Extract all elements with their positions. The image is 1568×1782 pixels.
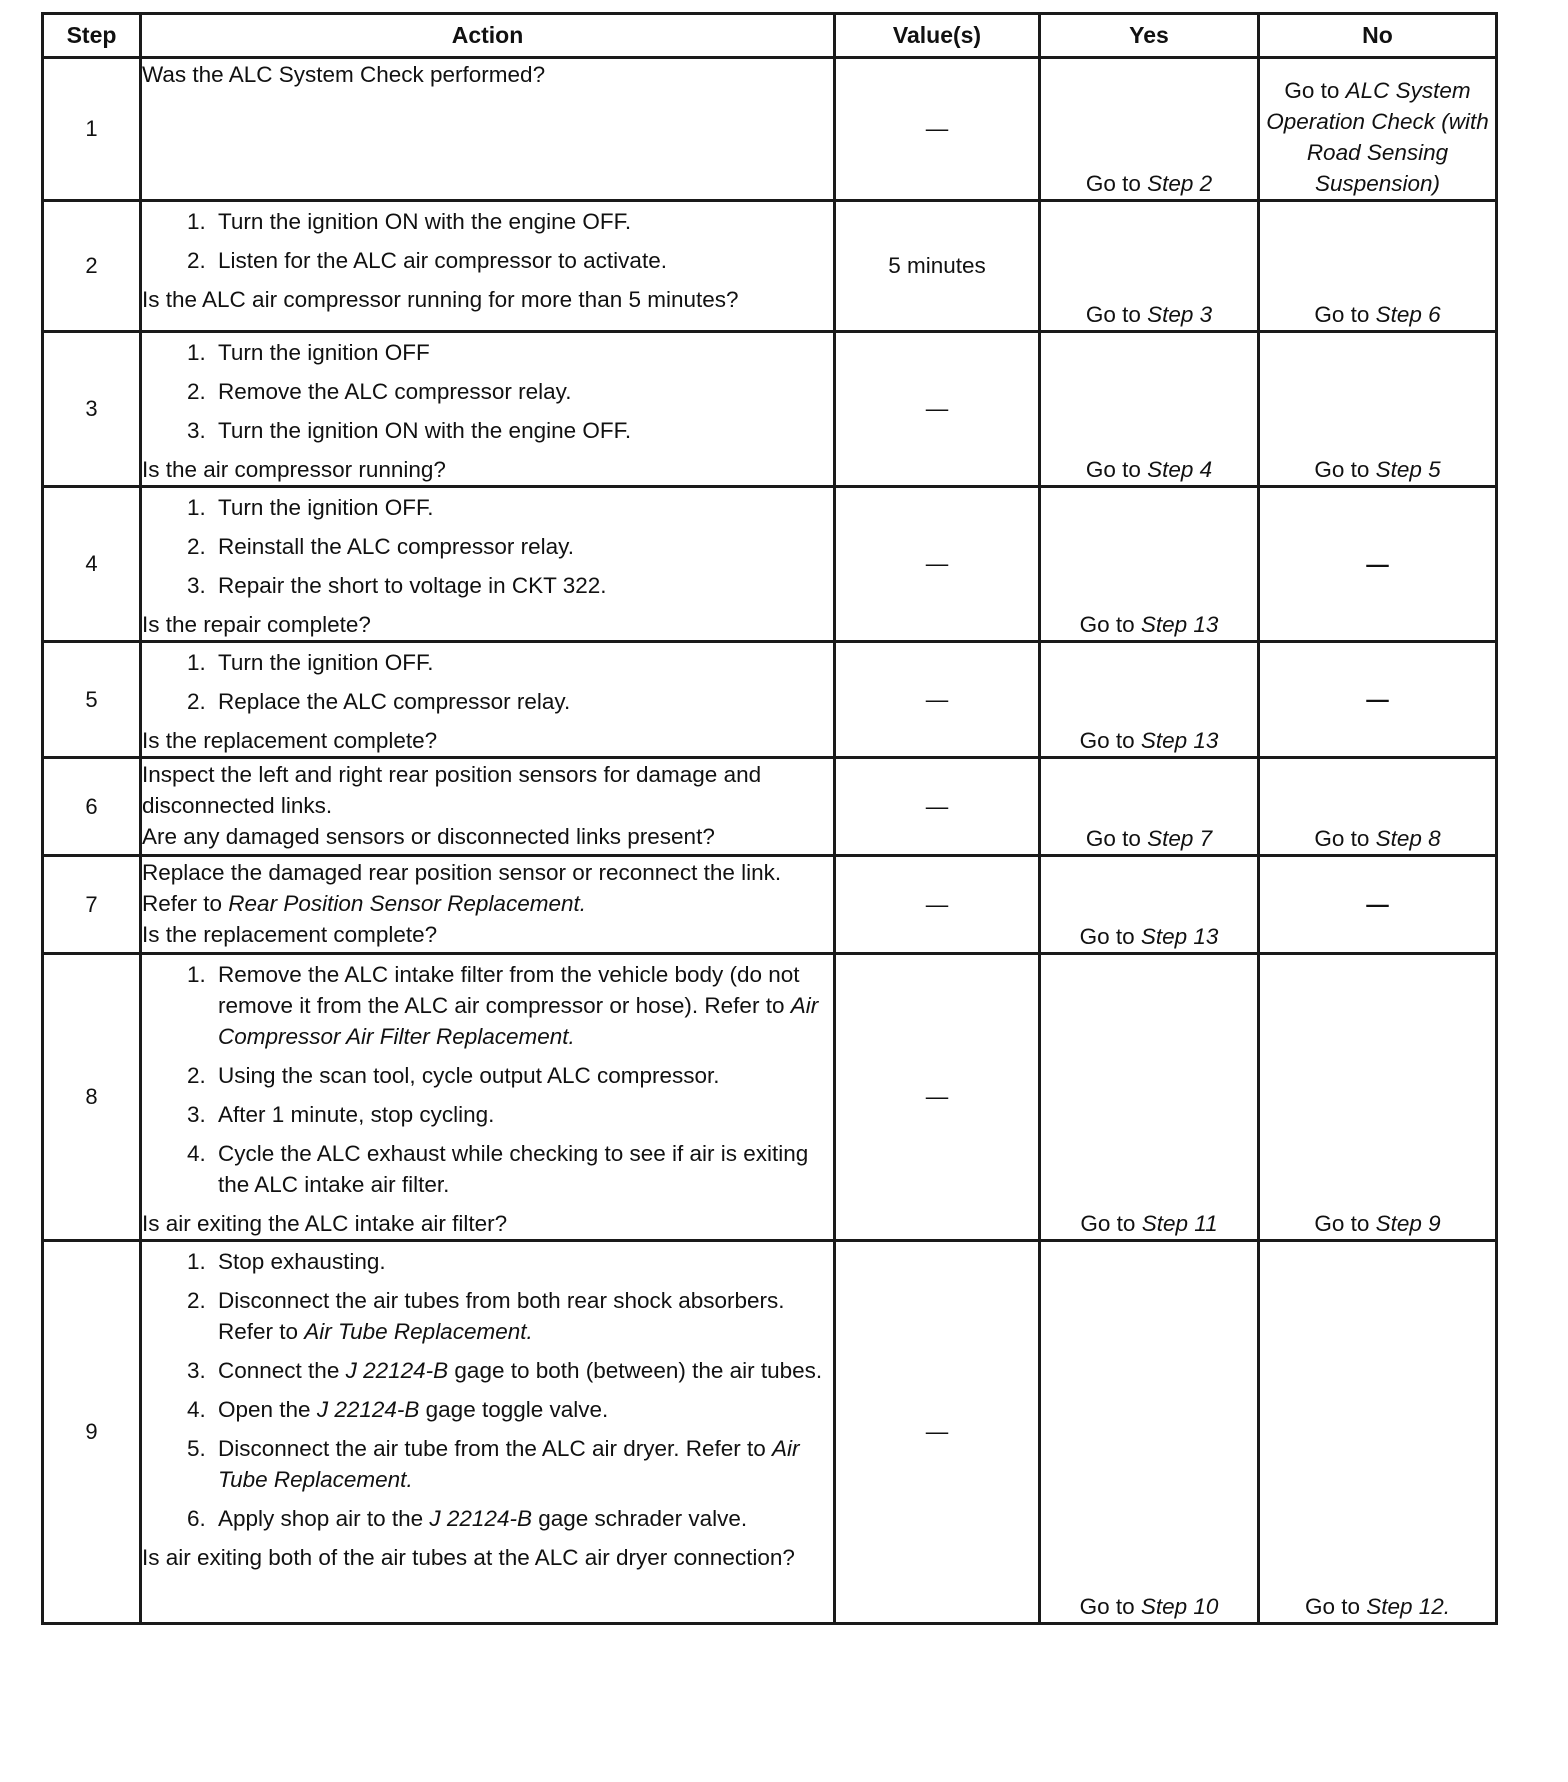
action-step-item [212, 206, 833, 237]
no-step-reference: Step 6 [1375, 302, 1441, 327]
no-cell [1259, 758, 1497, 856]
yes-cell [1040, 487, 1259, 642]
action-intro: Was the ALC System Check performed? [142, 62, 546, 87]
text-segment: Cycle the ALC exhaust while checking to see if air is exiting the ALC intake air filter. [218, 1141, 809, 1197]
text-segment: Reinstall the ALC compressor relay. [218, 534, 574, 559]
value-cell: — [835, 487, 1040, 642]
value-cell: — [835, 58, 1040, 201]
diagnostic-table [41, 12, 1498, 1625]
yes-cell [1040, 1241, 1259, 1624]
no-goto-text: Go to [1304, 1594, 1367, 1619]
header-action: Action [141, 14, 835, 58]
reference-text: Rear Position Sensor Replacement. [228, 891, 586, 916]
no-step-reference: ALC System Operation Check (with Road Sensing Suspension) [1266, 78, 1489, 196]
action-cell [141, 642, 835, 758]
action-step-item [212, 570, 833, 601]
text-segment: gage to both (between) the air tubes. [448, 1358, 823, 1383]
text-segment: Listen for the ALC air compressor to activate. [218, 248, 667, 273]
header-no: No [1259, 14, 1497, 58]
yes-step-reference: Step 13 [1140, 612, 1219, 637]
value-cell: — [835, 856, 1040, 954]
no-cell [1259, 1241, 1497, 1624]
step-number: 8 [43, 954, 141, 1241]
action-steps-list [142, 959, 833, 1200]
value-cell: — [835, 758, 1040, 856]
action-step-item [212, 415, 833, 446]
yes-cell [1040, 58, 1259, 201]
table-row [43, 201, 1497, 332]
text-segment: Turn the ignition OFF [218, 340, 430, 365]
table-row [43, 332, 1497, 487]
yes-step-reference: Step 3 [1147, 302, 1213, 327]
step-number: 6 [43, 758, 141, 856]
action-cell [141, 1241, 835, 1624]
no-cell [1259, 954, 1497, 1241]
yes-step-reference: Step 11 [1141, 1211, 1218, 1236]
yes-goto-text: Go to [1079, 728, 1141, 753]
text-segment: Open the [218, 1397, 317, 1422]
action-cell [141, 487, 835, 642]
action-step-item [212, 1285, 833, 1347]
reference-text: J 22124-B [429, 1506, 532, 1531]
step-number: 4 [43, 487, 141, 642]
text-segment: Turn the ignition OFF. [218, 495, 434, 520]
action-question: Is the repair complete? [142, 612, 371, 637]
text-segment: Turn the ignition OFF. [218, 650, 434, 675]
text-segment: Remove the ALC intake filter from the vehicle body (do not remove it from the ALC air compressor or hose). Refer to [218, 962, 800, 1018]
action-step-item [212, 686, 833, 717]
action-cell [141, 758, 835, 856]
action-step-item [212, 1355, 833, 1386]
action-steps-list [142, 647, 833, 717]
header-row [43, 14, 1497, 58]
yes-goto-text: Go to [1079, 1594, 1141, 1619]
value-cell: — [835, 1241, 1040, 1624]
action-step-item [212, 1433, 833, 1495]
no-dash: — [1366, 892, 1389, 917]
action-question: Is the replacement complete? [142, 728, 438, 753]
reference-text: Air Compressor Air Filter Replacement. [218, 993, 819, 1049]
step-number: 5 [43, 642, 141, 758]
table-body [43, 58, 1497, 1624]
table-row [43, 642, 1497, 758]
action-step-item [212, 1394, 833, 1425]
yes-goto-text: Go to [1079, 612, 1141, 637]
header-values: Value(s) [835, 14, 1040, 58]
yes-cell [1040, 332, 1259, 487]
text-segment: Apply shop air to the [218, 1506, 430, 1531]
yes-goto-text: Go to [1085, 457, 1148, 482]
value-cell: — [835, 954, 1040, 1241]
text-segment: Turn the ignition ON with the engine OFF. [218, 418, 632, 443]
action-intro: Inspect the left and right rear position sensors for damage and disconnected links. [142, 762, 762, 818]
yes-cell [1040, 758, 1259, 856]
value-cell: — [835, 332, 1040, 487]
action-step-item [212, 959, 833, 1052]
no-cell [1259, 58, 1497, 201]
action-steps-list [142, 337, 833, 446]
text-segment: After 1 minute, stop cycling. [218, 1102, 495, 1127]
no-step-reference: Step 8 [1375, 826, 1441, 851]
no-cell [1259, 642, 1497, 758]
yes-goto-text: Go to [1080, 1211, 1142, 1236]
yes-cell [1040, 201, 1259, 332]
table-row [43, 954, 1497, 1241]
reference-text: J 22124-B [316, 1397, 420, 1422]
yes-cell [1040, 642, 1259, 758]
action-steps-list [142, 206, 833, 276]
action-step-item [212, 245, 833, 276]
action-step-item [212, 1503, 833, 1534]
action-intro [142, 857, 833, 919]
table-row [43, 1241, 1497, 1624]
no-dash: — [1366, 687, 1389, 712]
yes-step-reference: Step 4 [1147, 457, 1213, 482]
action-step-item [212, 1060, 833, 1091]
action-steps-list [142, 492, 833, 601]
action-step-item [212, 1138, 833, 1200]
yes-goto-text: Go to [1085, 826, 1148, 851]
no-goto-text: Go to [1284, 78, 1346, 103]
table-row [43, 856, 1497, 954]
action-cell [141, 856, 835, 954]
text-segment: gage toggle valve. [419, 1397, 609, 1422]
action-step-item [212, 1246, 833, 1277]
action-step-item [212, 492, 833, 523]
action-cell [141, 201, 835, 332]
action-step-item [212, 1099, 833, 1130]
text-segment: Repair the short to voltage in CKT 322. [218, 573, 607, 598]
text-segment: Disconnect the air tube from the ALC air dryer. Refer to [218, 1436, 773, 1461]
no-step-reference: Step 5 [1375, 457, 1441, 482]
no-goto-text: Go to [1314, 457, 1376, 482]
no-step-reference: Step 9 [1375, 1211, 1441, 1236]
no-goto-text: Go to [1314, 826, 1376, 851]
no-goto-text: Go to [1314, 1211, 1376, 1236]
yes-goto-text: Go to [1079, 924, 1141, 949]
text-segment: Using the scan tool, cycle output ALC compressor. [218, 1063, 720, 1088]
no-cell [1259, 201, 1497, 332]
yes-step-reference: Step 2 [1147, 171, 1213, 196]
reference-text: Air Tube Replacement. [218, 1436, 800, 1492]
text-segment: Disconnect the air tubes from both rear shock absorbers. Refer to [218, 1288, 785, 1344]
header-yes: Yes [1040, 14, 1259, 58]
table-row [43, 487, 1497, 642]
text-segment: Connect the [218, 1358, 346, 1383]
action-cell [141, 332, 835, 487]
no-dash: — [1366, 551, 1389, 577]
reference-text: J 22124-B [345, 1358, 449, 1383]
text-segment: Stop exhausting. [218, 1249, 386, 1274]
text-segment: Replace the ALC compressor relay. [218, 689, 571, 714]
reference-text: Air Tube Replacement. [304, 1319, 533, 1344]
no-cell [1259, 856, 1497, 954]
step-number: 3 [43, 332, 141, 487]
action-question: Is the replacement complete? [142, 922, 438, 947]
action-question: Is air exiting both of the air tubes at the ALC air dryer connection? [142, 1545, 795, 1570]
table-row [43, 58, 1497, 201]
yes-goto-text: Go to [1085, 171, 1148, 196]
action-step-item [212, 376, 833, 407]
no-goto-text: Go to [1314, 302, 1376, 327]
text-segment: Turn the ignition ON with the engine OFF. [218, 209, 632, 234]
yes-step-reference: Step 13 [1140, 728, 1219, 753]
yes-step-reference: Step 7 [1147, 826, 1213, 851]
action-cell [141, 954, 835, 1241]
yes-cell [1040, 954, 1259, 1241]
yes-cell [1040, 856, 1259, 954]
action-question: Are any damaged sensors or disconnected links present? [142, 824, 715, 849]
action-question: Is the ALC air compressor running for more than 5 minutes? [142, 287, 739, 312]
header-step: Step [43, 14, 141, 58]
value-cell: 5 minutes [835, 201, 1040, 332]
text-segment: Remove the ALC compressor relay. [218, 379, 572, 404]
action-step-item [212, 337, 833, 368]
yes-goto-text: Go to [1085, 302, 1148, 327]
step-number: 1 [43, 58, 141, 201]
action-question: Is air exiting the ALC intake air filter? [142, 1211, 508, 1236]
value-cell: — [835, 642, 1040, 758]
yes-step-reference: Step 13 [1140, 924, 1219, 949]
no-cell [1259, 332, 1497, 487]
text-segment: gage schrader valve. [531, 1506, 748, 1531]
no-cell [1259, 487, 1497, 642]
action-question: Is the air compressor running? [142, 457, 446, 482]
text-segment: Replace the damaged rear position sensor or reconnect the link. Refer to [142, 860, 782, 916]
yes-step-reference: Step 10 [1140, 1594, 1219, 1619]
action-step-item [212, 531, 833, 562]
step-number: 9 [43, 1241, 141, 1624]
action-steps-list [142, 1246, 833, 1534]
step-number: 7 [43, 856, 141, 954]
action-step-item [212, 647, 833, 678]
step-number: 2 [43, 201, 141, 332]
table-row [43, 758, 1497, 856]
no-step-reference: Step 12. [1366, 1594, 1451, 1619]
action-cell [141, 58, 835, 201]
